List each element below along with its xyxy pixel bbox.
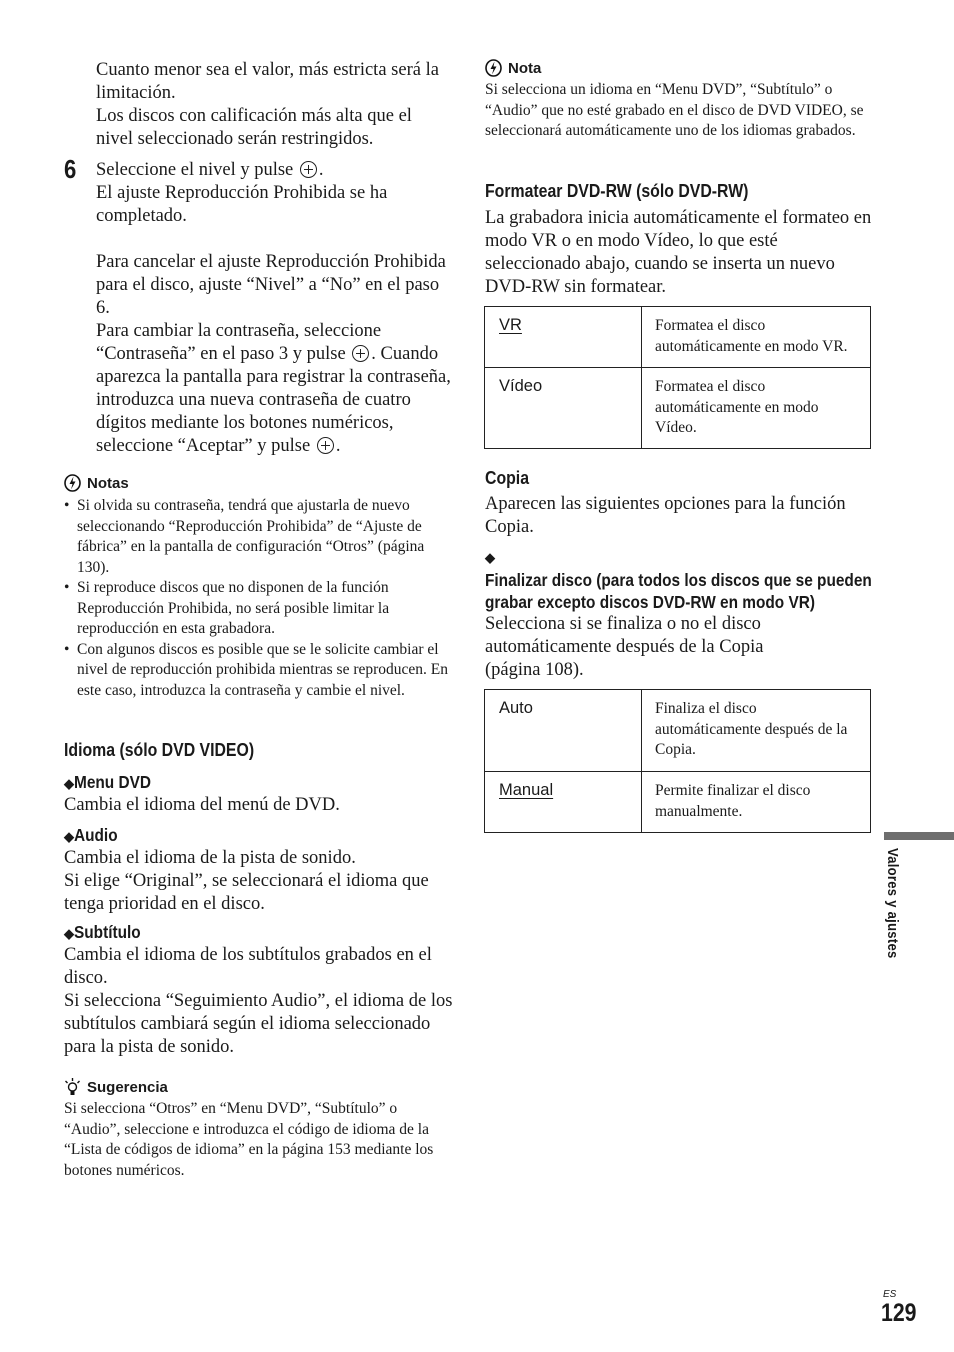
change-text-2: . Cuando aparezca la pantalla para registrar la contraseña, introduzca una nueva contraseña de cuatro dígitos mediante los botones numéricos, seleccione “Aceptar” y pulse — [96, 344, 451, 456]
list-item: • Con algunos discos es posible que se le solicite cambiar el nivel de reproducción prohibida mientras se reproducen. En este caso, introduzca la contraseña y cambie el nivel. — [64, 640, 448, 702]
table-row — [485, 368, 871, 449]
change-password-text — [96, 320, 451, 458]
option-key: Auto — [485, 690, 642, 772]
copia-text: Aparecen las siguientes opciones para la función Copia. — [485, 494, 846, 537]
table-row — [485, 772, 871, 833]
side-tab-label: Valores y ajustes — [884, 848, 900, 959]
diamond-bullet-icon: ◆ — [64, 926, 74, 941]
enter-button-icon — [317, 437, 334, 454]
list-item: • Si olvida su contraseña, tendrá que ajustarla de nuevo seleccionando “Reproducción Prohibida” de “Ajuste de fábrica” en la pantalla de configuración “Otros” (página 130). — [64, 496, 448, 578]
option-value: Formatea el disco automáticamente en modo Vídeo. — [642, 368, 871, 449]
sugerencia-text: Si selecciona “Otros” en “Menu DVD”, “Subtítulo” o “Audio”, seleccione e introduzca el código de idioma de la “Lista de códigos de idioma” en la página 153 mediante los botones numéricos. — [64, 1100, 434, 1179]
nota-title-text: Nota — [508, 59, 542, 77]
menu-dvd-title-text: Menu DVD — [74, 772, 151, 792]
hint-icon — [64, 1077, 81, 1097]
formatear-text: La grabadora inicia automáticamente el formateo en modo VR o en modo Vídeo, lo que esté seleccionado abajo, cuando se inserta un nuevo DVD-RW sin formatear. — [485, 208, 872, 297]
notas-title-text: Notas — [87, 474, 129, 492]
change-text-1: Para cambiar la contraseña, seleccione “Contraseña” en el paso 3 y pulse — [96, 321, 382, 364]
subtitulo-text-1: Cambia el idioma de los subtítulos grabados en el disco. — [64, 945, 432, 988]
footer-lang: ES — [883, 1289, 897, 1300]
sugerencia-title-text: Sugerencia — [87, 1078, 168, 1096]
step6-line1 — [96, 159, 451, 182]
diamond-bullet-icon: ◆ — [64, 776, 74, 791]
cancel-text: Para cancelar el ajuste Reproducción Prohibida para el disco, ajuste “Nivel” a “No” en el paso 6. — [96, 252, 446, 318]
option-value: Finaliza el disco automáticamente después de la Copia. — [642, 690, 871, 772]
nota-title — [485, 59, 541, 77]
notas-title — [64, 474, 129, 492]
option-key-manual: Manual — [499, 781, 554, 799]
note-icon — [485, 59, 502, 77]
enter-button-icon — [352, 345, 369, 362]
menu-dvd-title — [64, 771, 162, 795]
copia-heading: Copia — [485, 468, 530, 488]
enter-button-icon — [300, 161, 317, 178]
diamond-bullet-icon: ◆ — [485, 550, 495, 565]
formatear-heading: Formatear DVD-RW (sólo DVD-RW) — [485, 181, 749, 201]
subtitulo-text-block — [64, 944, 454, 1059]
intro-block — [96, 59, 451, 151]
audio-title — [64, 824, 124, 848]
subtitulo-title-text: Subtítulo — [74, 922, 141, 942]
option-key — [485, 772, 642, 833]
option-key-vr: VR — [499, 316, 522, 334]
option-value: Permite finalizar el disco manualmente. — [642, 772, 871, 833]
audio-text-block — [64, 847, 454, 916]
audio-text-1: Cambia el idioma de la pista de sonido. — [64, 848, 356, 868]
note-icon — [64, 474, 81, 492]
step-number: 6 — [64, 154, 77, 184]
step6-block — [96, 159, 451, 458]
intro-line-2: Los discos con calificación más alta que el nivel seleccionado serán restringidos. — [96, 106, 412, 149]
audio-text-2: Si elige “Original”, se seleccionará el idioma que tenga prioridad en el disco. — [64, 871, 429, 914]
table-row — [485, 690, 871, 772]
sugerencia-title — [64, 1077, 168, 1097]
menu-dvd-text: Cambia el idioma del menú de DVD. — [64, 795, 340, 815]
table-row — [485, 307, 871, 368]
nota-text: Si selecciona un idioma en “Menu DVD”, “Subtítulo” o “Audio” que no esté grabado en el disco de DVD VIDEO, se seleccionará automáticamente uno de los idiomas grabados. — [485, 81, 864, 139]
intro-line-1: Cuanto menor sea el valor, más estricta será la limitación. — [96, 60, 439, 103]
audio-title-text: Audio — [74, 825, 118, 845]
finalizar-text: Selecciona si se finaliza o no el disco automáticamente después de la Copia (página 108). — [485, 614, 764, 680]
subtitulo-title — [64, 921, 150, 945]
subtitulo-text-2: Si selecciona “Seguimiento Audio”, el idioma de los subtítulos cambiará según el idioma seleccionado para la pista de sonido. — [64, 991, 453, 1057]
finalizar-title — [485, 545, 877, 613]
option-value: Formatea el disco automáticamente en modo VR. — [642, 307, 871, 368]
option-key — [485, 307, 642, 368]
side-tab — [884, 848, 908, 978]
step6-line1-text: Seleccione el nivel y pulse — [96, 160, 294, 180]
option-key: Vídeo — [485, 368, 642, 449]
copia-table — [484, 689, 871, 833]
step6-line2: El ajuste Reproducción Prohibida se ha completado. — [96, 183, 388, 226]
diamond-bullet-icon: ◆ — [64, 829, 74, 844]
page-number: 129 — [881, 1299, 917, 1327]
change-text-3: . — [335, 436, 341, 456]
side-tab-bar — [884, 832, 954, 840]
idioma-heading: Idioma (sólo DVD VIDEO) — [64, 740, 255, 760]
finalizar-title-text: Finalizar disco (para todos los discos que se pueden grabar excepto discos DVD-RW en modo VR) — [485, 570, 872, 612]
notas-list — [64, 496, 448, 701]
list-item: • Si reproduce discos que no disponen de la función Reproducción Prohibida, no será posible limitar la reproducción en esta grabadora. — [64, 578, 448, 640]
step6-line1-after: . — [318, 160, 324, 180]
formatear-table — [484, 306, 871, 449]
